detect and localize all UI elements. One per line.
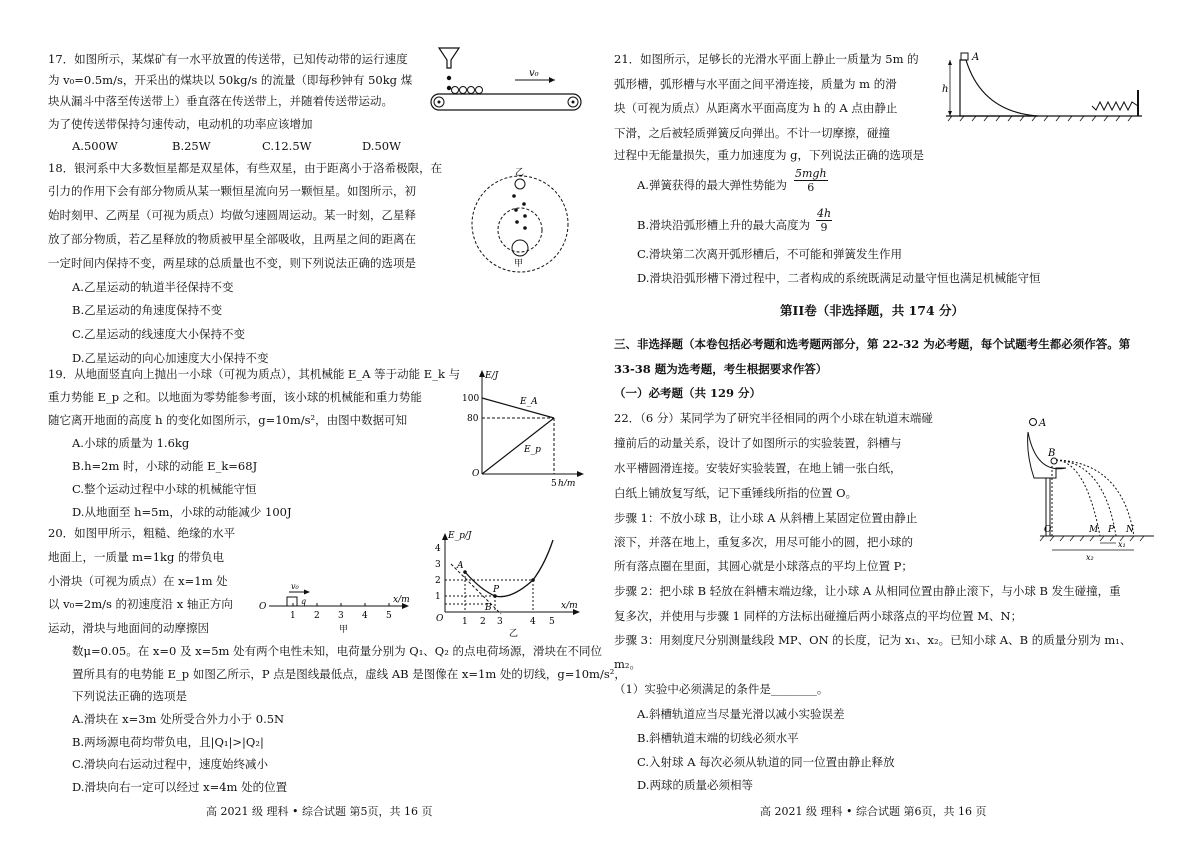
figure-caption: 甲 <box>339 625 349 635</box>
ball-a-label: A <box>1039 418 1047 429</box>
point-a-label: A <box>457 561 464 571</box>
q18-option-a: A.乙星运动的轨道半径保持不变 <box>72 280 234 294</box>
q17-option-b: B.25W <box>172 139 211 153</box>
axis-label: x/m <box>393 595 410 605</box>
q21-option-c: C.滑块第二次离开弧形槽后，不可能和弹簧发生作用 <box>637 247 903 261</box>
q22-sub1: （1）实验中必须满足的条件是________。 <box>614 682 829 696</box>
y-tick-label: 1 <box>435 592 441 602</box>
tick-label: 3 <box>338 611 344 621</box>
q20-line: 运动，滑块与地面间的动摩擦因 <box>48 621 209 635</box>
q17-line: 17．如图所示，某煤矿有一水平放置的传送带，已知传动带的运行速度 <box>48 52 408 66</box>
q21-line: 下滑，之后被轻质弹簧反向弹出。不计一切摩擦，碰撞 <box>614 126 890 140</box>
fraction-a-denominator: 6 <box>807 181 815 194</box>
charge-label: q <box>301 597 307 606</box>
origin-label: O <box>436 614 444 624</box>
q22-line: 撞前后的动量关系，设计了如图所示的实验装置，斜槽与 <box>614 436 902 450</box>
q22-line: 22．（6 分）某同学为了研究半径相同的两个小球在轨道末端碰 <box>614 411 933 425</box>
q22-option-c: C.入射球 A 每次必须从轨道的同一位置由静止释放 <box>637 755 895 769</box>
q20-option-b: B.两场源电荷均带负电，且|Q₁|>|Q₂| <box>72 735 264 749</box>
q17-line: 为了使传送带保持匀速传动，电动机的功率应该增加 <box>48 117 313 131</box>
q17-line: 为 v₀=0.5m/s，开采出的煤块以 50kg/s 的流量（即每秒钟有 50kg 煤 <box>48 73 413 87</box>
velocity-label: v₀ <box>529 68 539 79</box>
q21-option-d: D.滑块沿弧形槽下滑过程中，二者构成的系统既满足动量守恒也满足机械能守恒 <box>637 271 1041 285</box>
y-tick-100: 100 <box>462 394 480 404</box>
q20-option-d: D.滑块向右一定可以经过 x=4m 处的位置 <box>72 780 288 794</box>
x-tick-label: 4 <box>530 617 536 627</box>
q18-line: 始时刻甲、乙两星（可视为质点）均做匀速圆周运动。某一时刻，乙星释 <box>48 208 416 222</box>
q21-option-a-text: A.弹簧获得的最大弹性势能为 <box>637 178 787 192</box>
q19-option-b: B.h=2m 时，小球的动能 E_k=68J <box>72 459 258 473</box>
q19-option-c: C.整个运动过程中小球的机械能守恒 <box>72 482 257 496</box>
q18-line: 18．银河系中大多数恒星都是双星体，有些双星，由于距离小于洛希极限，在 <box>48 161 443 175</box>
page-footer: 高 2021 级 理科 • 综合试题 第5页，共 16 页 <box>206 805 433 818</box>
q20-line: 20．如图甲所示，粗糙、绝缘的水平 <box>48 526 236 540</box>
y-tick-label: 2 <box>435 576 441 586</box>
q21-option-a <box>637 178 787 192</box>
q21-line: 21．如图所示，足够长的光滑水平面上静止一质量为 5m 的 <box>614 52 919 66</box>
point-p-label: P <box>1108 525 1115 535</box>
q18-option-d: D.乙星运动的向心加速度大小保持不变 <box>72 351 269 365</box>
q22-step3: 步骤 3：用刻度尺分别测量线段 MP、ON 的长度，记为 x₁、x₂。已知小球 A、B 的质量分别为 m₁、 <box>614 633 1132 647</box>
q22-option-a: A.斜槽轨道应当尽量光滑以减小实验误差 <box>637 707 845 721</box>
q20-option-c: C.滑块向右运动过程中，速度始终减小 <box>72 757 269 771</box>
x-tick-5: 5 <box>551 479 557 486</box>
collision-apparatus-figure <box>1026 414 1158 562</box>
point-m-label: M <box>1089 525 1099 535</box>
y-tick-label: 3 <box>435 560 441 570</box>
point-p-label: P <box>493 585 500 595</box>
x-tick-label: 1 <box>462 617 468 627</box>
height-label: h <box>942 84 949 95</box>
y-axis-label: E/J <box>485 371 499 381</box>
y-axis-label: E_p/J <box>448 531 472 541</box>
point-b-label: B <box>485 603 492 613</box>
point-a-label: A <box>972 52 980 63</box>
tick-label: 5 <box>386 611 392 621</box>
potential-energy-graph <box>425 528 590 644</box>
length-x1-label: x₁ <box>1118 540 1126 549</box>
q20-line: 下列说法正确的选项是 <box>72 689 187 703</box>
arc-slot-spring-figure <box>942 50 1146 122</box>
q17-option-a: A.500W <box>72 139 118 153</box>
q18-line: 放了部分物质，若乙星释放的物质被甲星全部吸收，且两星之间的距离在 <box>48 232 416 246</box>
q22-option-b: B.斜槽轨道末端的切线必须水平 <box>637 731 799 745</box>
q20-line: 数μ=0.05。在 x=0 及 x=5m 处有两个电性未知，电荷量分别为 Q₁、Q₂ 的点电荷场源，滑块在不同位 <box>72 644 603 658</box>
q18-option-b: B.乙星运动的角速度保持不变 <box>72 303 223 317</box>
q17-option-c: C.12.5W <box>262 139 312 153</box>
q20-line: 置所具有的电势能 E_p 如图乙所示，P 点是图线最低点，虚线 AB 是图像在 x=1m 处的切线，g=10m/s²， <box>72 667 626 681</box>
point-o-label: O <box>1044 525 1052 535</box>
q20-line: 小滑块（可视为质点）在 x=1m 处 <box>48 574 228 588</box>
x-axis-label: h/m <box>558 479 576 486</box>
tick-label: 4 <box>362 611 368 621</box>
figure-caption: 乙 <box>509 629 519 639</box>
y-tick-label: 4 <box>435 544 441 554</box>
point-n-label: N <box>1126 525 1134 535</box>
q19-option-a: A.小球的质量为 1.6kg <box>72 436 190 450</box>
fraction-b-denominator: 9 <box>820 221 828 234</box>
q20-line: 以 v₀=2m/s 的初速度沿 x 轴正方向 <box>48 597 233 611</box>
q22-line: 滚下，并落在地上，重复多次，用尽可能小的圆，把小球的 <box>614 535 913 549</box>
star-yi-label: 乙 <box>515 168 525 178</box>
q22-step2: 复多次，并使用与步骤 1 同样的方法标出碰撞后两小球落点的平均位置 M、N； <box>614 609 1023 623</box>
line-ep-label: E_p <box>524 445 541 455</box>
q19-line: 19．从地面竖直向上抛出一小球（可视为质点），其机械能 E_A 等于动能 E_k 与 <box>48 367 461 381</box>
energy-height-graph <box>462 366 587 486</box>
q21-line: 弧形槽，弧形槽与水平面之间平滑连接，质量为 m 的滑 <box>614 77 897 91</box>
fraction-b-numerator: 4h <box>817 207 832 220</box>
velocity-label: v₀ <box>291 582 299 591</box>
required-heading: （一）必考题（共 129 分） <box>614 386 762 400</box>
sliding-block-figure <box>255 580 415 638</box>
origin-label: O <box>259 602 267 612</box>
x-tick-label: 5 <box>549 617 555 627</box>
q22-step3: m₂。 <box>614 657 642 671</box>
line-ea-label: E_A <box>520 397 538 407</box>
star-jia-label: 甲 <box>514 259 524 269</box>
binary-star-figure <box>468 166 572 282</box>
q21-line: 过程中无能量损失，重力加速度为 g，下列说法正确的选项是 <box>614 148 925 162</box>
x-tick-label: 3 <box>497 617 503 627</box>
q18-option-c: C.乙星运动的线速度大小保持不变 <box>72 327 246 341</box>
ball-b-label: B <box>1048 448 1056 459</box>
tick-label: 1 <box>290 611 296 621</box>
q22-line: 白纸上铺放复写纸，记下重锤线所指的位置 O。 <box>614 486 858 500</box>
q20-line: 地面上，一质量 m=1kg 的带负电 <box>48 550 224 564</box>
q22-line: 水平槽圆滑连接。安装好实验装置，在地上铺一张白纸， <box>614 461 902 475</box>
section-3-heading: 33-38 题为选考题，考生根据要求作答） <box>614 362 828 376</box>
section-3-heading: 三、非选择题（本卷包括必考题和选考题两部分，第 22-32 为必考题，每个试题考生都必须作答。第 <box>614 337 1131 351</box>
q21-line: 块（可视为质点）从距离水平面高度为 h 的 A 点由静止 <box>614 101 898 115</box>
y-tick-80: 80 <box>467 414 479 424</box>
q20-option-a: A.滑块在 x=3m 处所受合外力小于 0.5N <box>72 712 285 726</box>
tick-label: 2 <box>314 611 320 621</box>
conveyor-belt-figure <box>425 44 585 116</box>
length-x2-label: x₂ <box>1086 553 1094 562</box>
q17-option-d: D.50W <box>362 139 401 153</box>
q22-line: 所有落点圈在里面，其圆心就是小球落点的平均上位置 P； <box>614 559 913 573</box>
origin-label: O <box>472 469 480 479</box>
page-footer: 高 2021 级 理科 • 综合试题 第6页，共 16 页 <box>760 805 987 818</box>
q17-line: 块从漏斗中落至传送带上）垂直落在传送带上，并随着传送带运动。 <box>48 94 393 108</box>
fraction-a <box>794 167 828 194</box>
x-tick-label: 2 <box>480 617 486 627</box>
q18-line: 一定时间内保持不变，两星球的总质量也不变，则下列说法正确的选项是 <box>48 256 416 270</box>
q18-line: 引力的作用下会有部分物质从某一颗恒星流向另一颗恒星。如图所示，初 <box>48 184 416 198</box>
q19-option-d: D.从地面至 h=5m，小球的动能减少 100J <box>72 505 292 519</box>
q22-step2: 步骤 2：把小球 B 轻放在斜槽末端边缘，让小球 A 从相同位置由静止滚下，与小球 B 发生碰撞，重 <box>614 584 1121 598</box>
q21-option-b-text: B.滑块沿弧形槽上升的最大高度为 <box>637 218 811 232</box>
q21-option-b <box>637 218 810 232</box>
fraction-a-numerator: 5mgh <box>795 167 827 180</box>
axis-label: x/m <box>561 601 578 611</box>
q22-option-d: D.两球的质量必须相等 <box>637 778 753 792</box>
fraction-b <box>816 207 832 234</box>
q19-line: 随它离开地面的高度 h 的变化如图所示，g=10m/s²，由图中数据可知 <box>48 413 408 427</box>
q22-line: 步骤 1：不放小球 B，让小球 A 从斜槽上某固定位置由静止 <box>614 511 918 525</box>
q19-line: 重力势能 E_p 之和。以地面为零势能参考面，该小球的机械能和重力势能 <box>48 390 422 404</box>
section-title: 第II卷（非选择题，共 174 分） <box>780 303 964 318</box>
